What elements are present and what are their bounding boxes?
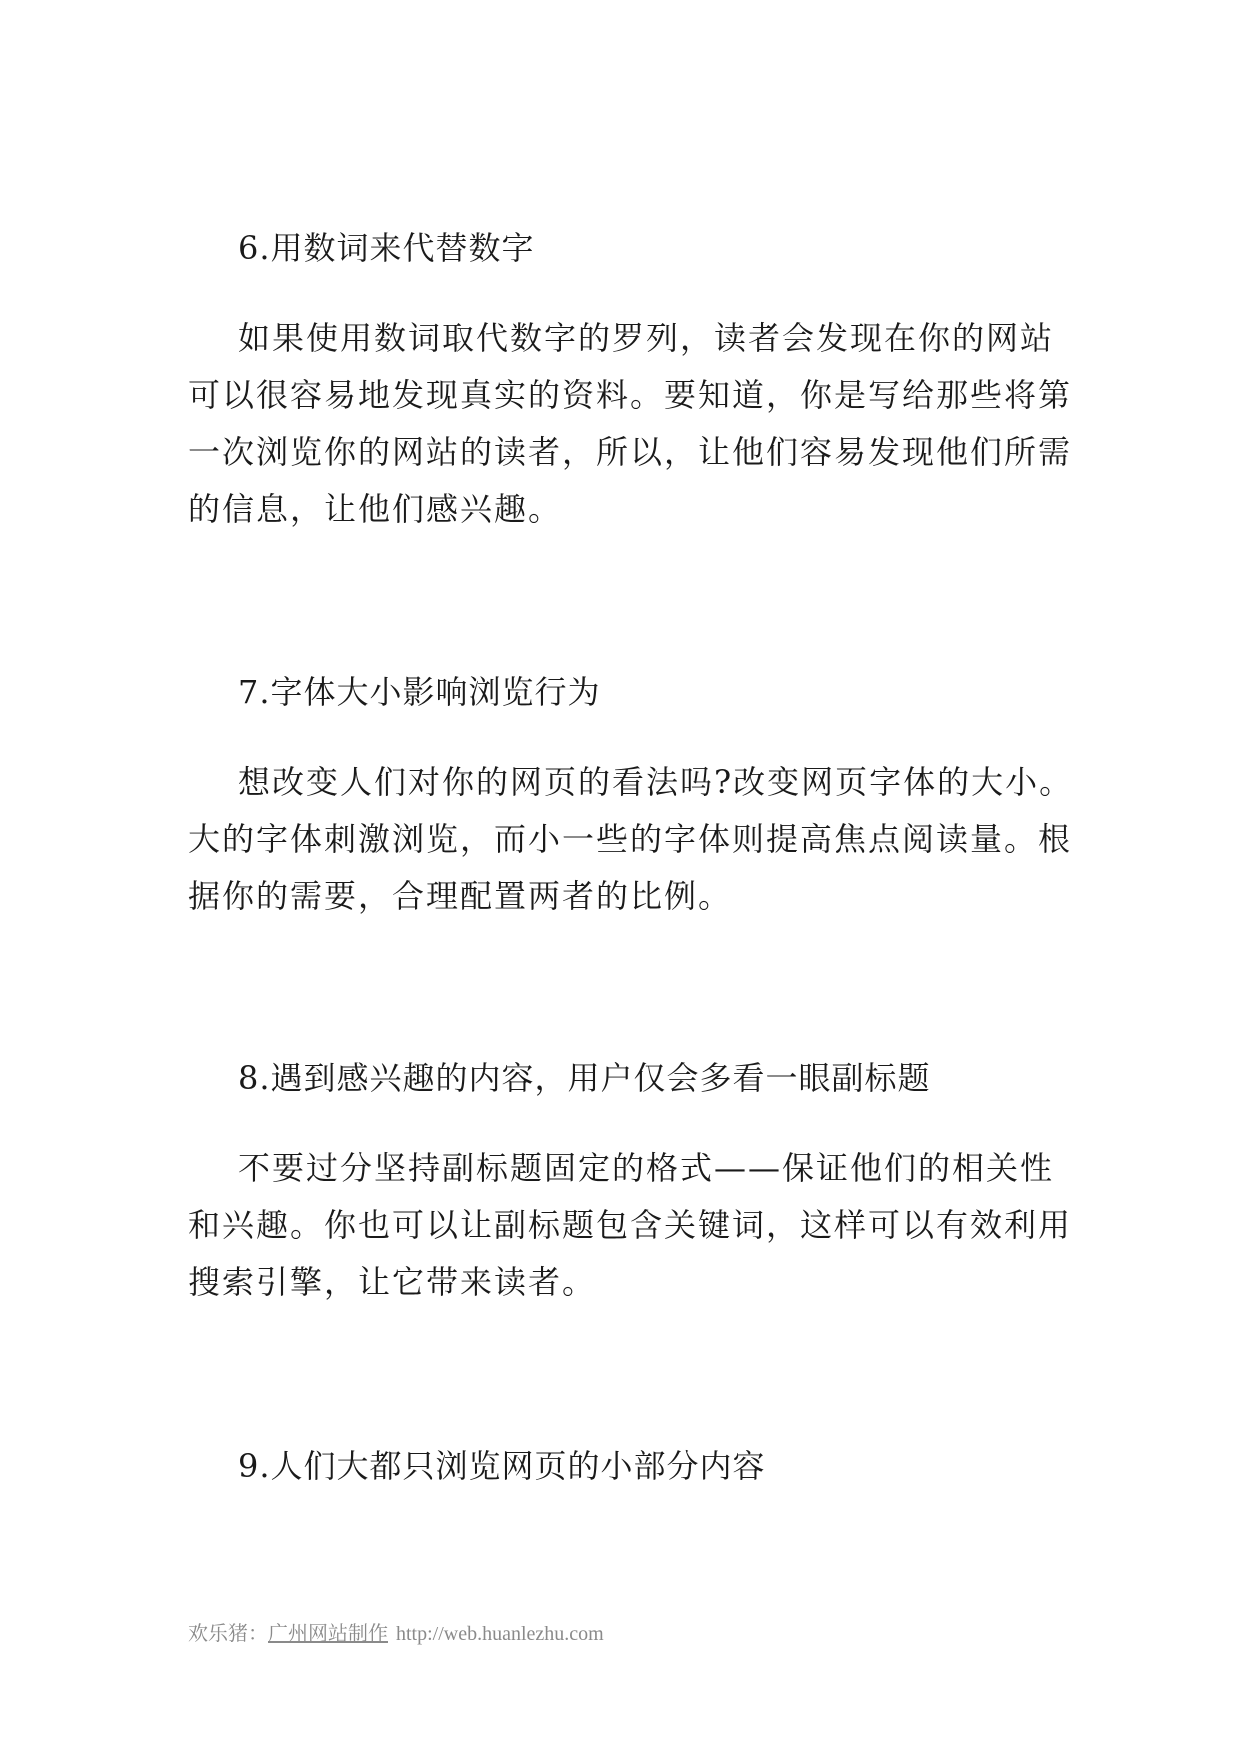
section-heading: 7.字体大小影响浏览行为 xyxy=(238,673,601,711)
footer-link[interactable]: 广州网站制作 xyxy=(268,1621,388,1645)
section-paragraph xyxy=(188,310,1073,538)
section-paragraph xyxy=(188,754,1074,925)
section-paragraph xyxy=(188,1140,1073,1311)
paragraph-line: 大的字体刺激浏览，而小一些的字体则提高焦点阅读量。根 xyxy=(188,820,1073,858)
paragraph-line: 搜索引擎，让它带来读者。 xyxy=(188,1263,597,1301)
section-heading: 8.遇到感兴趣的内容，用户仅会多看一眼副标题 xyxy=(238,1059,931,1097)
paragraph-line: 和兴趣。你也可以让副标题包含关键词，这样可以有效利用 xyxy=(188,1206,1073,1244)
paragraph-line: 不要过分坚持副标题固定的格式——保证他们的相关性 xyxy=(238,1149,1055,1187)
footer-url: http://web.huanlezhu.com xyxy=(396,1623,604,1645)
footer-prefix: 欢乐猪： xyxy=(188,1621,268,1645)
section-heading: 9.人们大都只浏览网页的小部分内容 xyxy=(238,1447,766,1485)
section-heading: 6.用数词来代替数字 xyxy=(238,229,535,267)
paragraph-line: 想改变人们对你的网页的看法吗?改变网页字体的大小。 xyxy=(238,763,1074,801)
paragraph-line: 如果使用数词取代数字的罗列，读者会发现在你的网站 xyxy=(238,319,1055,357)
paragraph-line: 可以很容易地发现真实的资料。要知道，你是写给那些将第 xyxy=(188,376,1073,414)
paragraph-line: 据你的需要，合理配置两者的比例。 xyxy=(188,877,733,915)
paragraph-line: 一次浏览你的网站的读者，所以，让他们容易发现他们所需 xyxy=(188,433,1073,471)
paragraph-line: 的信息，让他们感兴趣。 xyxy=(188,490,563,528)
page-footer xyxy=(188,1620,604,1647)
